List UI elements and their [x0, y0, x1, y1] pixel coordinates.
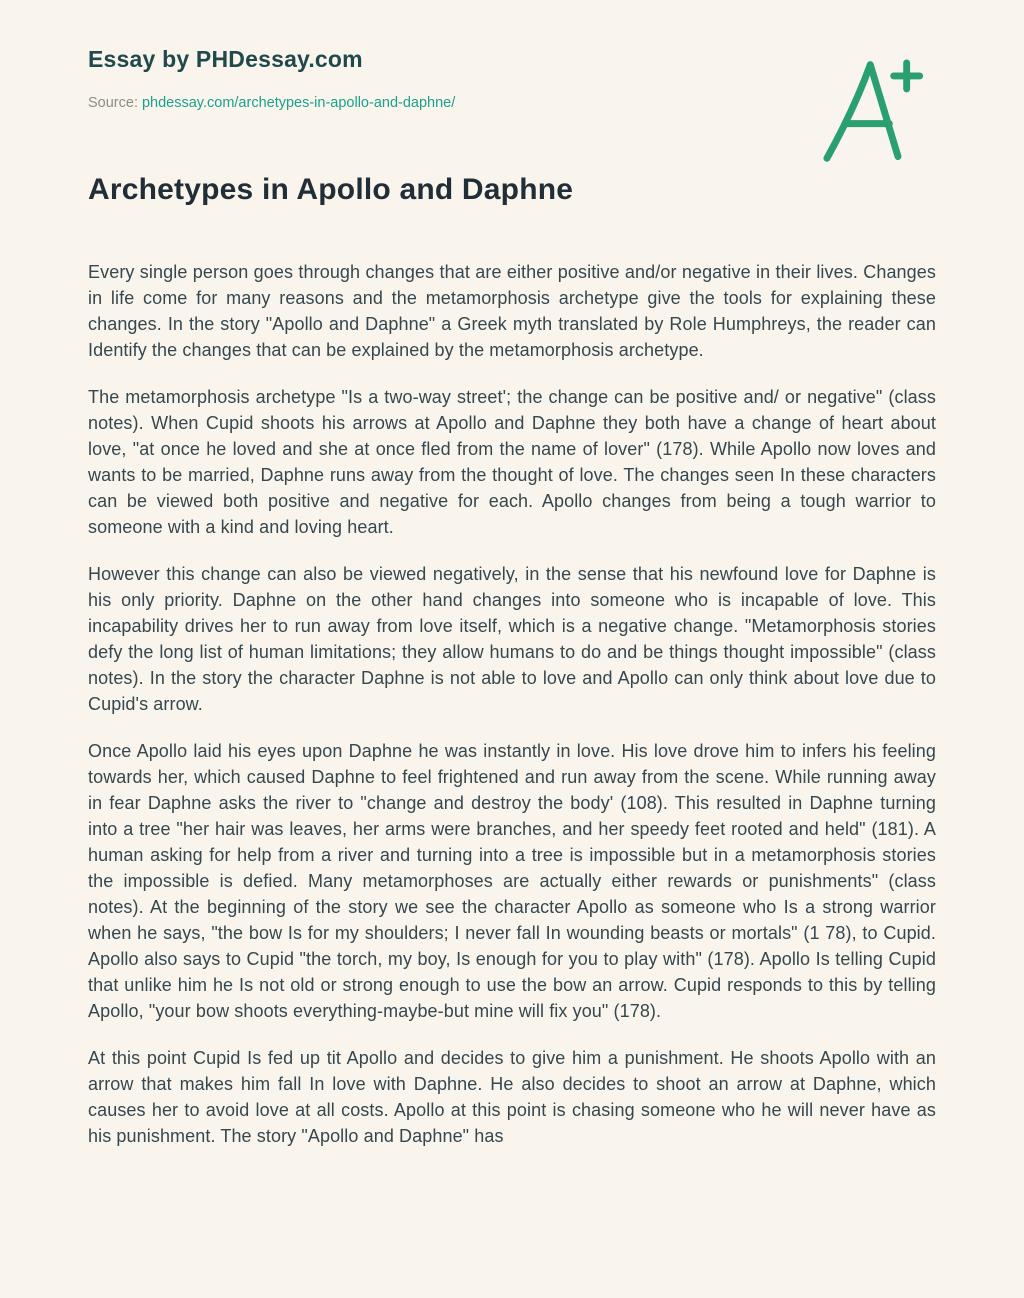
- essay-byline: Essay by PHDessay.com: [88, 46, 363, 72]
- essay-paragraph: The metamorphosis archetype "Is a two-way street'; the change can be positive and/ or negative" (class notes). When Cupid shoots his arrows at Apollo and Daphne they both have a change of heart about love, "at once he loved and she at once fled from the name of lover" (178). While Apollo now loves and wants to be married, Daphne runs away from the thought of love. The changes seen In these characters can be viewed both positive and negative for each. Apollo changes from being a tough warrior to someone with a kind and loving heart.: [88, 387, 936, 537]
- source-label: Source:: [88, 95, 138, 111]
- phdessay-logo: [820, 50, 924, 166]
- essay-paragraph: Every single person goes through changes that are either positive and/or negative in their lives. Changes in life come for many reasons and the metamorphosis archetype give the tools for explaining these changes. In the story "Apollo and Daphne" a Greek myth translated by Role Humphreys, the reader can Identify the changes that can be explained by the metamorphosis archetype.: [88, 262, 936, 360]
- source-link[interactable]: phdessay.com/archetypes-in-apollo-and-daphne/: [141, 95, 456, 111]
- a-plus-logo-icon: [820, 50, 924, 166]
- source-row: [88, 95, 936, 111]
- essay-paragraph: However this change can also be viewed negatively, in the sense that his newfound love for Daphne is his only priority. Daphne on the other hand changes into someone who is incapable of love. This incapability drives her to run away from love itself, which is a negative change. "Metamorphosis stories defy the long list of human limitations; they allow humans to do and be things thought impossible" (class notes). In the story the character Daphne is not able to love and Apollo can only think about love due to Cupid's arrow.: [88, 564, 936, 714]
- essay-paragraph: At this point Cupid Is fed up tit Apollo and decides to give him a punishment. He shoots Apollo with an arrow that makes him fall In love with Daphne. He also decides to shoot an arrow at Daphne, which causes her to avoid love at all costs. Apollo at this point is chasing someone who he will never have as his punishment. The story "Apollo and Daphne" has: [88, 1048, 936, 1146]
- essay-body: [88, 259, 936, 1149]
- essay-paragraph: Once Apollo laid his eyes upon Daphne he was instantly in love. His love drove him to infers his feeling towards her, which caused Daphne to feel frightened and run away from the scene. While running away in fear Daphne asks the river to "change and destroy the body' (108). This resulted in Daphne turning into a tree "her hair was leaves, her arms were branches, and her speedy feet rooted and held" (181). A human asking for help from a river and turning into a tree is impossible but in a metamorphosis stories the impossible is defied. Many metamorphoses are actually either rewards or punishments" (class notes). At the beginning of the story we see the character Apollo as someone who Is a strong warrior when he says, "the bow Is for my shoulders; I never fall In wounding beasts or mortals" (1 78), to Cupid. Apollo also says to Cupid "the torch, my boy, Is enough for you to play with" (178). Apollo Is telling Cupid that unlike him he Is not old or strong enough to use the bow an arrow. Cupid responds to this by telling Apollo, "your bow shoots everything-maybe-but mine will fix you" (178).: [88, 741, 936, 1021]
- essay-title: Archetypes in Apollo and Daphne: [88, 173, 574, 206]
